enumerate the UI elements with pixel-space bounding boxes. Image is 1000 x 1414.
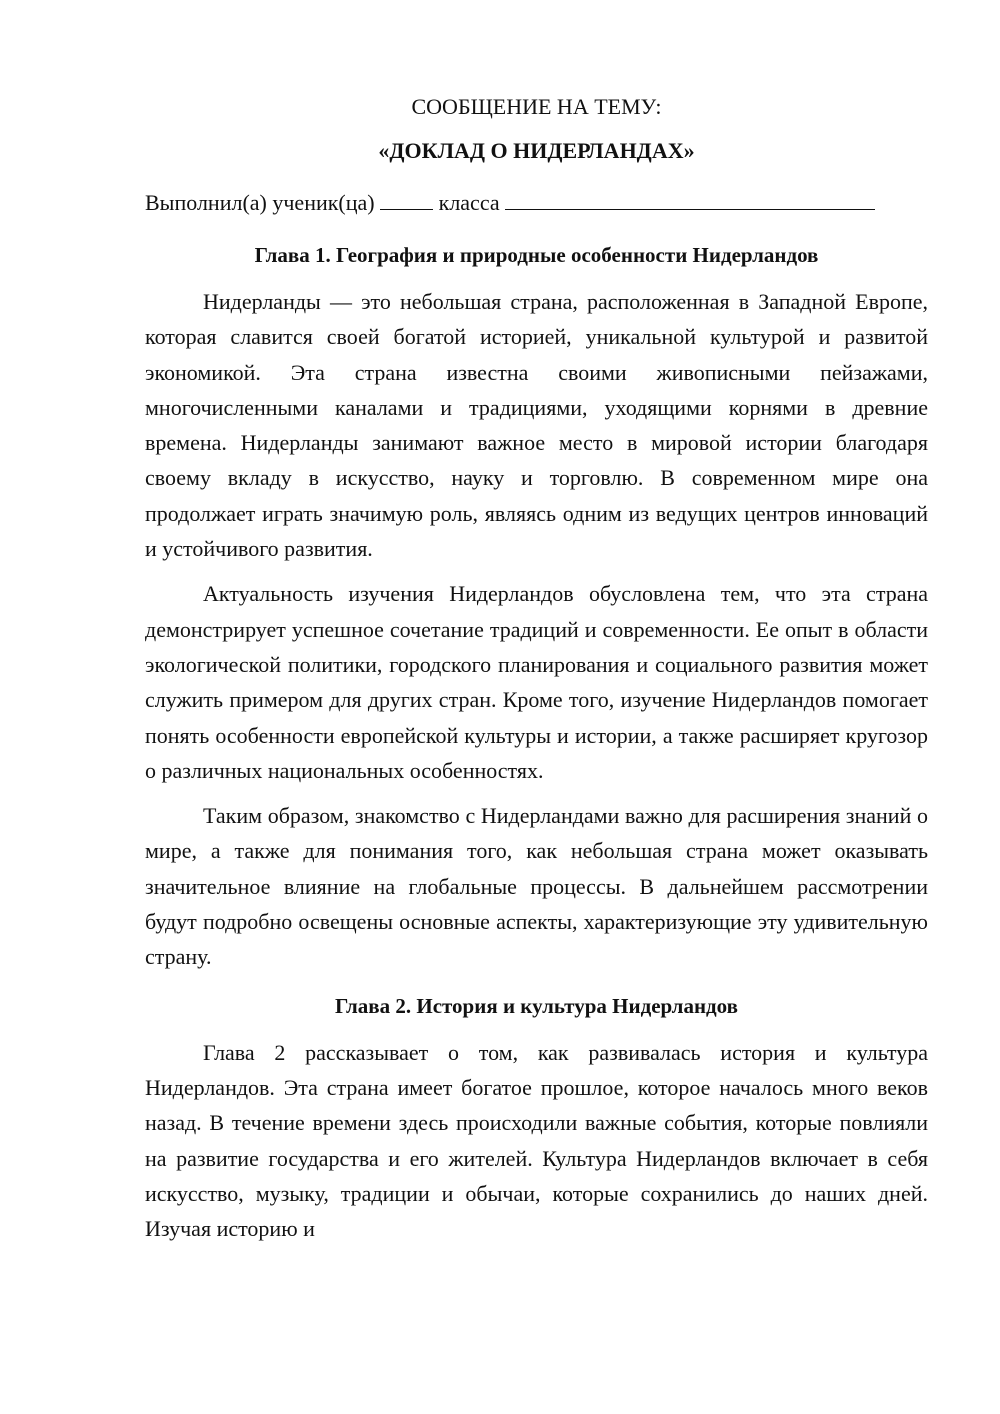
chapter-2 [145, 991, 928, 1247]
author-prefix: Выполнил(а) ученик(ца) [145, 190, 375, 215]
document-page [145, 92, 928, 1256]
chapter-heading: Глава 2. История и культура Нидерландов [335, 993, 738, 1018]
student-name-blank [505, 189, 875, 210]
document-title-line2: «ДОКЛАД О НИДЕРЛАНДАХ» [378, 138, 695, 163]
paragraph: Актуальность изучения Нидерландов обусловлена тем, что эта страна демонстрирует успешное сочетание традиций и современности. Ее опыт в области экологической политики, городского планирования и социального развития может служить примером для других стран. Кроме того, изучение Нидерландов помогает понять особенности европейской культуры и истории, а также расширяет кругозор о различных национальных особенностях. [145, 581, 928, 783]
chapter-heading: Глава 1. География и природные особенности Нидерландов [254, 243, 819, 267]
chapter-1 [145, 240, 928, 975]
author-class-label: класса [438, 190, 500, 215]
paragraph: Нидерланды — это небольшая страна, расположенная в Западной Европе, которая славится своей богатой историей, уникальной культурой и развитой экономикой. Эта страна известна своими живописными пейзажами, многочисленными каналами и традициями, уходящими корнями в древние времена. Нидерланды занимают важное место в мировой истории благодаря своему вкладу в искусство, науку и торговлю. В современном мире она продолжает играть значимую роль, являясь одним из ведущих центров инноваций и устойчивого развития. [145, 289, 928, 562]
paragraph: Таким образом, знакомство с Нидерландами важно для расширения знаний о мире, а также для понимания того, как небольшая страна может оказывать значительное влияние на глобальные процессы. В дальнейшем рассмотрении будут подробно освещены основные аспекты, характеризующие эту удивительную страну. [145, 803, 928, 970]
author-line [145, 188, 928, 218]
class-number-blank [380, 189, 433, 210]
paragraph: Глава 2 рассказывает о том, как развивалась история и культура Нидерландов. Эта страна имеет богатое прошлое, которое началось много веков назад. В течение времени здесь происходили важные события, которые повлияли на развитие государства и его жителей. Культура Нидерландов включает в себя искусство, музыку, традиции и обычаи, которые сохранились до наших дней. Изучая историю и [145, 1039, 928, 1242]
document-title-line1: СООБЩЕНИЕ НА ТЕМУ: [411, 94, 662, 119]
